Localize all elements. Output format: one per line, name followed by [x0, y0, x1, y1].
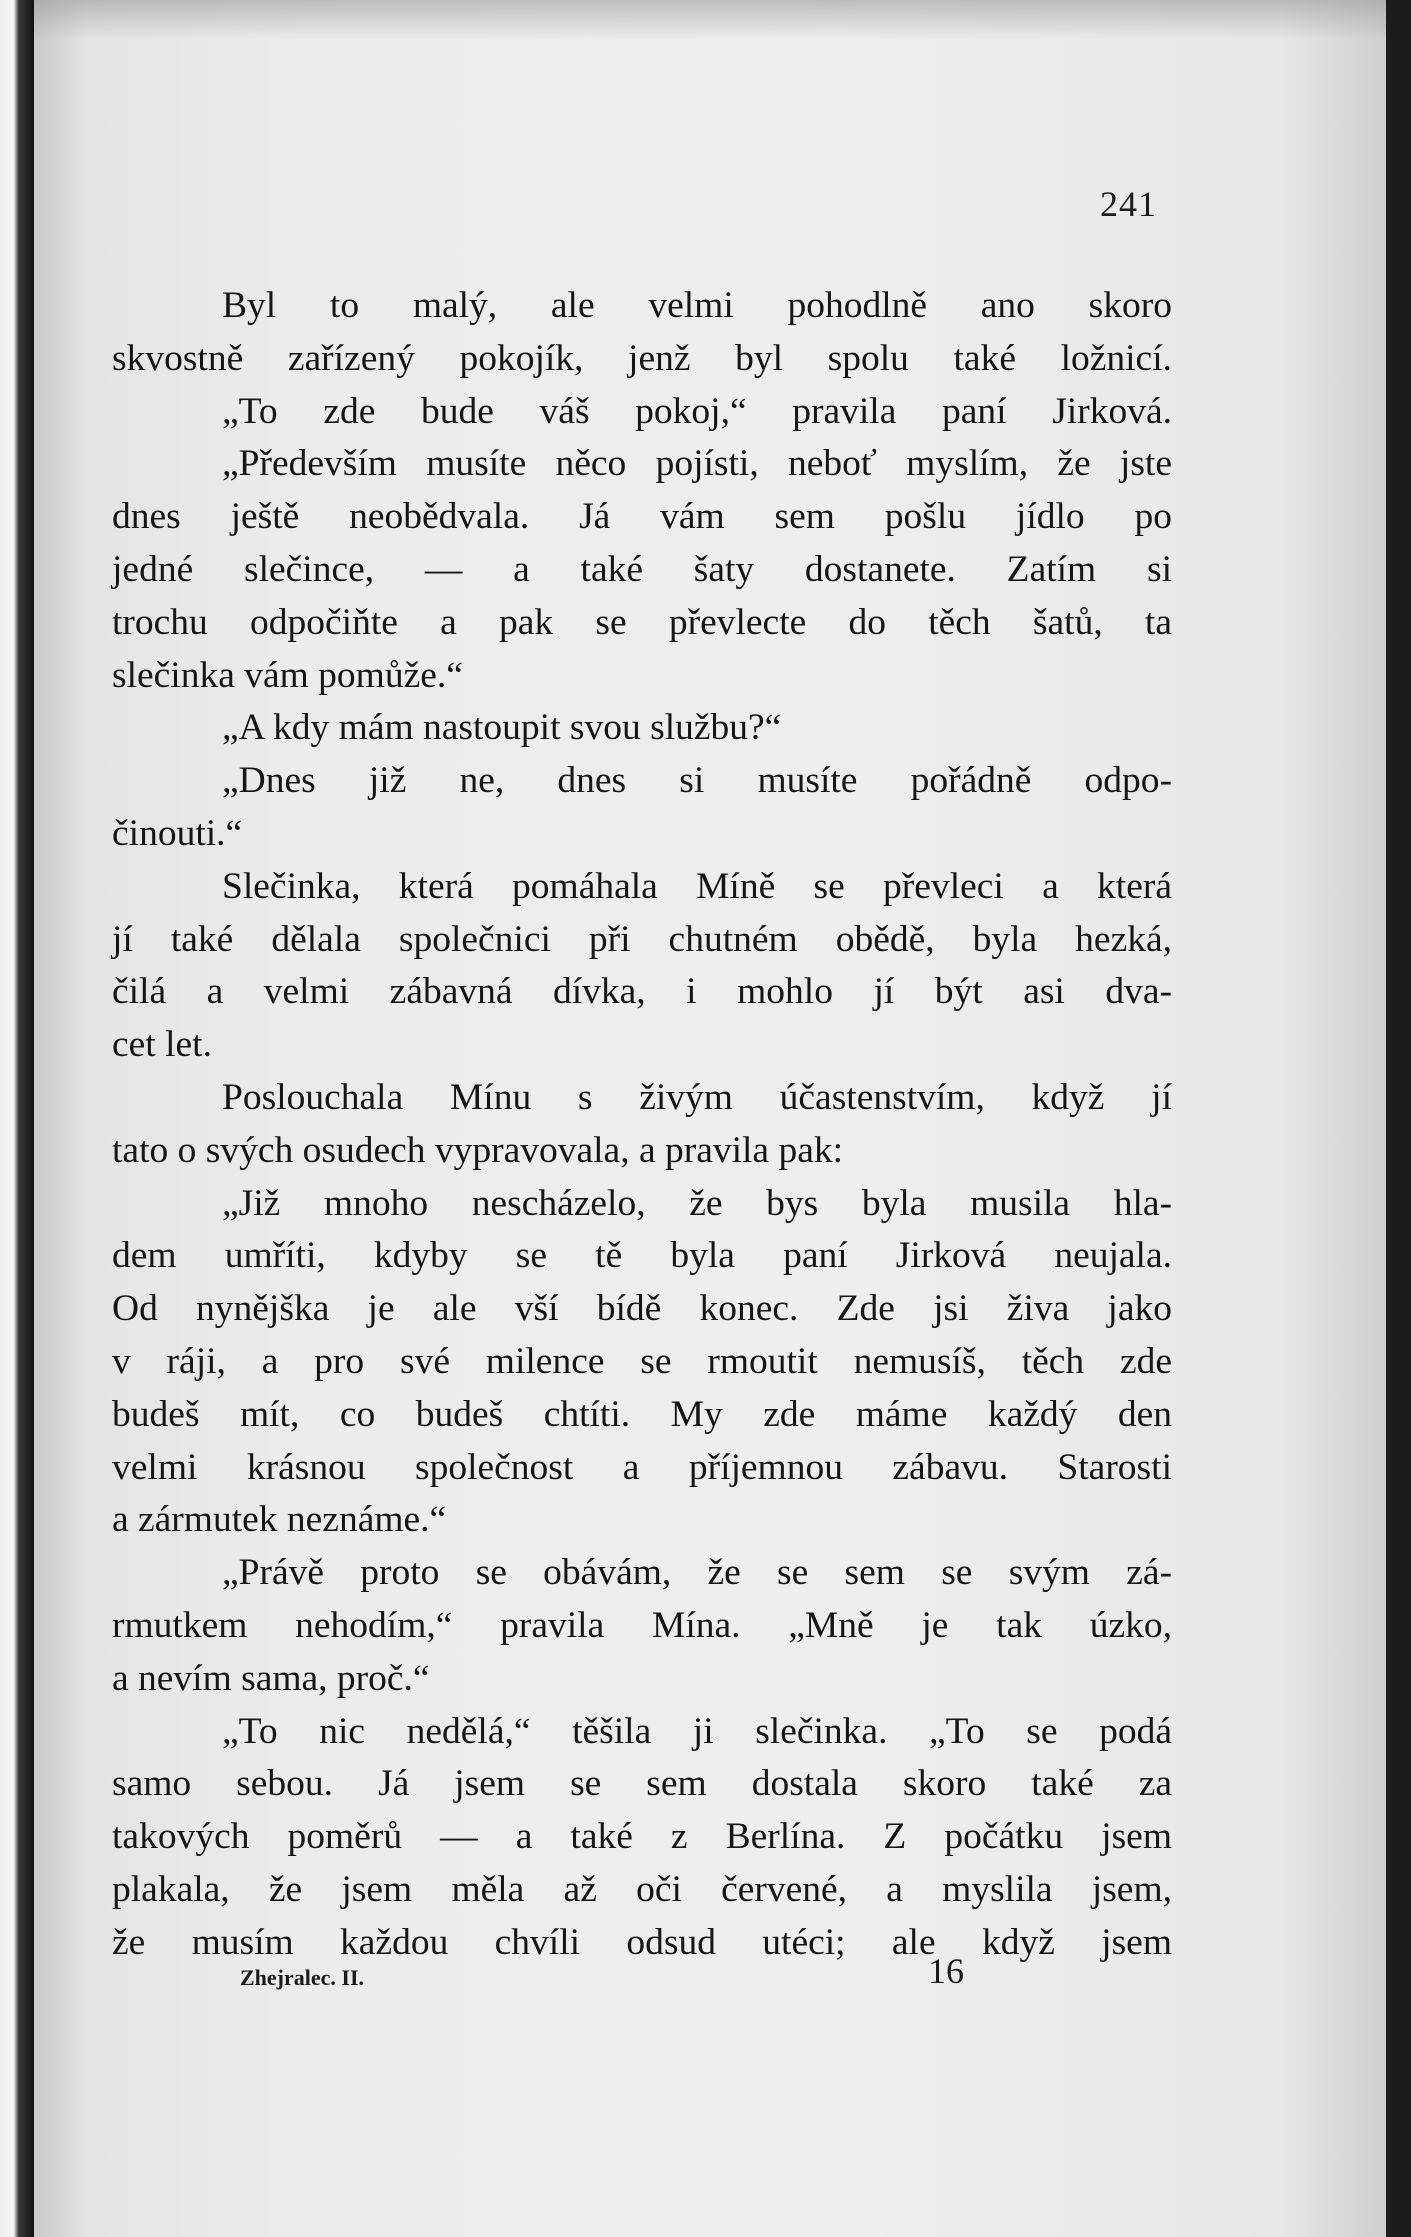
text-line: čilá a velmi zábavná dívka, i mohlo jí být asi dva-	[112, 971, 1172, 1013]
page-shadow	[34, 0, 1386, 40]
text-line: jí také dělala společnici při chutném obědě, byla hezká,	[112, 918, 1172, 960]
text-line: jedné slečince, — a také šaty dostanete. Zatím si	[112, 548, 1172, 590]
text-line: slečinka vám pomůže.“	[112, 654, 463, 696]
text-line: „Již mnoho nescházelo, že bys byla musila hla-	[222, 1182, 1172, 1224]
text-line: „To nic nedělá,“ těšila ji slečinka. „To se podá	[222, 1710, 1172, 1752]
text-line: cet let.	[112, 1024, 212, 1066]
body-text	[112, 280, 1172, 1970]
text-line: takových poměrů — a také z Berlína. Z počátku jsem	[112, 1816, 1172, 1858]
text-line: skvostně zařízený pokojík, jenž byl spolu také ložnicí.	[112, 337, 1172, 379]
printer-signature: Zhejralec. II.	[240, 1965, 365, 1990]
text-line: a nevím sama, proč.“	[112, 1657, 430, 1699]
text-line: v ráji, a pro své milence se rmoutit nemusíš, těch zde	[112, 1340, 1172, 1382]
text-line: budeš mít, co budeš chtíti. My zde máme každý den	[112, 1393, 1172, 1435]
text-line: samo sebou. Já jsem se sem dostala skoro také za	[112, 1763, 1172, 1805]
text-line: plakala, že jsem měla až oči červené, a myslila jsem,	[112, 1868, 1172, 1910]
text-line: a zármutek neznáme.“	[112, 1499, 447, 1541]
text-line: trochu odpočiňte a pak se převlecte do těch šatů, ta	[112, 601, 1172, 643]
text-line: „Především musíte něco pojísti, neboť myslím, že jste	[222, 443, 1172, 485]
page-number: 241	[1100, 184, 1157, 224]
text-line: „To zde bude váš pokoj,“ pravila paní Jirková.	[222, 390, 1172, 432]
text-line: velmi krásnou společnost a příjemnou zábavu. Starosti	[112, 1446, 1172, 1488]
text-line: dem umříti, kdyby se tě byla paní Jirková neujala.	[112, 1235, 1172, 1277]
text-line: Byl to malý, ale velmi pohodlně ano skoro	[222, 285, 1172, 326]
text-line: „A kdy mám nastoupit svou službu?“	[222, 707, 782, 749]
text-line: Slečinka, která pomáhala Míně se převleci a která	[222, 865, 1172, 907]
sheet-number: 16	[928, 1951, 964, 1991]
text-line: dnes ještě neobědvala. Já vám sem pošlu jídlo po	[112, 496, 1172, 538]
text-line: tato o svých osudech vypravovala, a pravila pak:	[112, 1129, 844, 1171]
text-line: „Dnes již ne, dnes si musíte pořádně odpo-	[222, 760, 1172, 802]
book-spine	[0, 0, 34, 2237]
text-line: rmutkem nehodím,“ pravila Mína. „Mně je tak úzko,	[112, 1604, 1172, 1646]
text-line: Od nynějška je ale vší bídě konec. Zde jsi živa jako	[112, 1288, 1172, 1330]
text-line: činouti.“	[112, 812, 243, 854]
text-line: Poslouchala Mínu s živým účastenstvím, když jí	[222, 1076, 1172, 1118]
text-line: že musím každou chvíli odsud utéci; ale když jsem	[112, 1921, 1172, 1963]
text-line: „Právě proto se obávám, že se sem se svým zá-	[222, 1552, 1172, 1594]
